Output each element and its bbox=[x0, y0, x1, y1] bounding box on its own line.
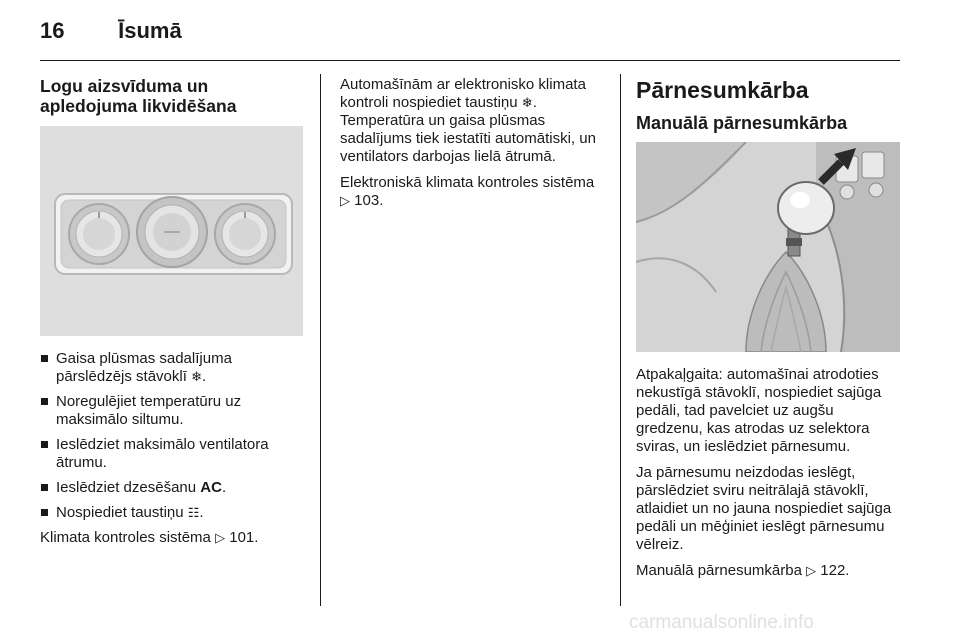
column-defogging bbox=[40, 76, 308, 555]
windscreen-defrost-icon: ❄ bbox=[191, 369, 202, 384]
defogging-steps bbox=[40, 350, 308, 522]
paragraph-gear-not-engaging: Ja pārnesumu neizdodas ieslēgt, pārslēdziet sviru neitrālajā stāvoklī, atlaidiet un no jauna nospiediet sajūga pedāli un mēģiniet ieslēgt pārnesumu vēlreiz. bbox=[636, 464, 892, 553]
watermark: carmanualsonline.info bbox=[629, 612, 814, 633]
rear-window-heating-icon: ☷ bbox=[187, 505, 200, 520]
step-rear-window: Nospiediet taustiņu ☷. bbox=[40, 504, 308, 522]
step-temperature: Noregulējiet temperatūru uz maksimālo siltumu. bbox=[40, 393, 308, 429]
paragraph-auto-climate: Automašīnām ar elektronisko klimata kontroli nospiediet taustiņu ❄. Temperatūra un gaisa plūsmas sadalījums tiek iestatīti automātiski, un ventilators darbojas lielā ātrumā. bbox=[340, 76, 596, 165]
section-subtitle-manual: Manuālā pārnesumkārba bbox=[636, 113, 848, 133]
climate-control-panel-illustration bbox=[40, 126, 303, 336]
step-cooling: Ieslēdziet dzesēšanu AC. bbox=[40, 479, 308, 497]
column-transmission bbox=[636, 76, 902, 588]
paragraph-reverse-gear: Atpakaļgaita: automašīnai atrodoties nekustīgā stāvoklī, nospiediet sajūga pedāli, tad pavelciet uz augšu gredzenu, kas atrodas uz selektora sviras, un ieslēdziet pārnesumu. bbox=[636, 366, 882, 455]
cross-reference-122: Manuālā pārnesumkārba ▷ 122. bbox=[636, 562, 850, 579]
windscreen-defrost-icon: ❄ bbox=[521, 95, 533, 110]
header-rule bbox=[40, 60, 900, 61]
page-reference-arrow-icon: ▷ bbox=[215, 530, 226, 545]
cross-reference-103: Elektroniskā klimata kontroles sistēma ▷ 103. bbox=[340, 174, 595, 209]
left-knob bbox=[69, 204, 129, 264]
step-air-distribution: Gaisa plūsmas sadalījuma pārslēdzējs stāvoklī ❄. bbox=[40, 350, 308, 386]
page-header bbox=[40, 18, 182, 44]
column-electronic-climate bbox=[340, 76, 608, 218]
column-divider-1 bbox=[320, 74, 321, 606]
cross-reference-101: Klimata kontroles sistēma ▷ 101. bbox=[40, 529, 259, 546]
page-number: 16 bbox=[40, 18, 65, 43]
gear-lever-illustration bbox=[636, 142, 900, 352]
page-reference-arrow-icon: ▷ bbox=[806, 563, 817, 578]
step-fan-speed: Ieslēdziet maksimālo ventilatora ātrumu. bbox=[40, 436, 308, 472]
section-title-transmission: Pārnesumkārba bbox=[636, 77, 809, 103]
page-reference-arrow-icon: ▷ bbox=[340, 193, 350, 208]
center-knob bbox=[137, 197, 207, 267]
section-heading-defogging: Logu aizsvīduma un apledojuma likvidēšana bbox=[40, 76, 237, 116]
right-knob bbox=[215, 204, 275, 264]
column-divider-2 bbox=[620, 74, 621, 606]
page-title: Īsumā bbox=[118, 18, 182, 43]
